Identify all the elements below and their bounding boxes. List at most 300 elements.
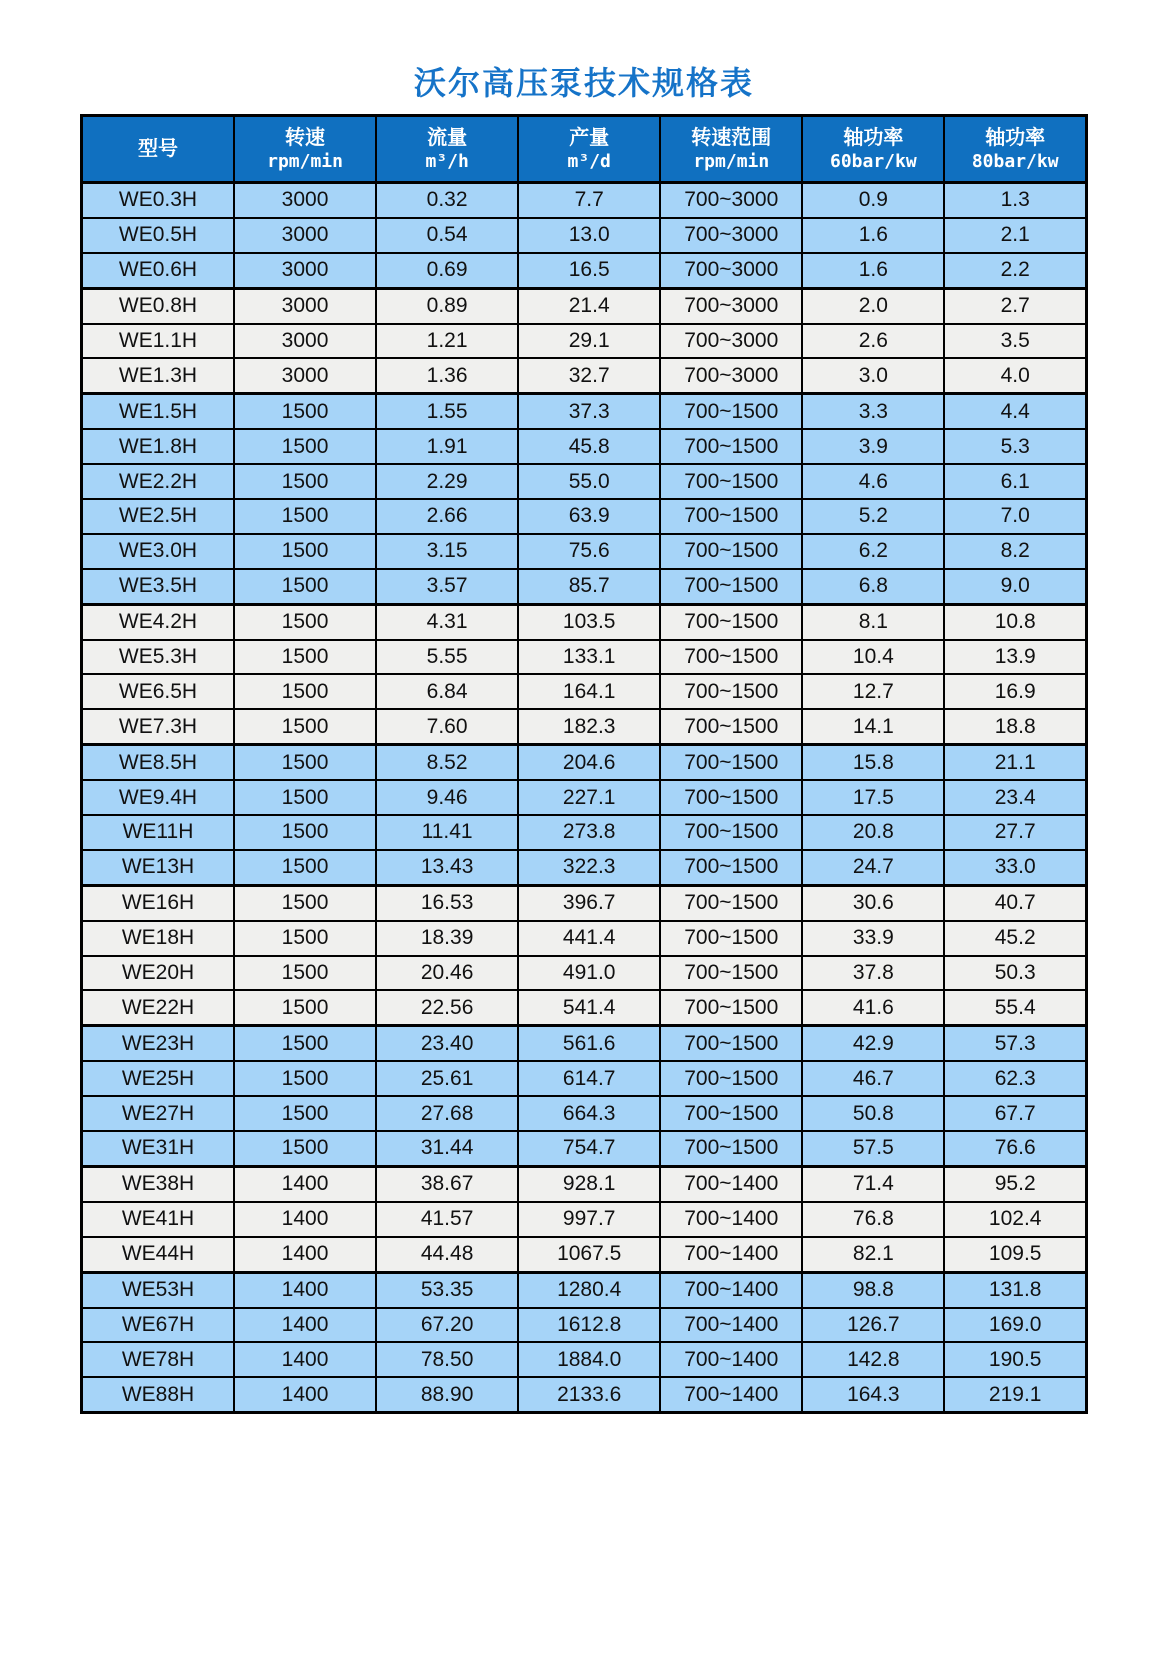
- cell-rpm: 3000: [234, 288, 376, 323]
- cell-p80: 7.0: [944, 499, 1086, 534]
- cell-model: WE88H: [82, 1377, 235, 1412]
- cell-output: 1612.8: [518, 1308, 660, 1343]
- cell-p80: 3.5: [944, 324, 1086, 359]
- cell-range: 700~3000: [660, 324, 802, 359]
- cell-model: WE6.5H: [82, 674, 235, 709]
- cell-model: WE38H: [82, 1166, 235, 1201]
- table-body: [82, 183, 1087, 1413]
- cell-output: 55.0: [518, 464, 660, 499]
- cell-output: 997.7: [518, 1202, 660, 1237]
- cell-p60: 3.0: [802, 358, 944, 393]
- table-row: [82, 1202, 1087, 1237]
- cell-p80: 2.7: [944, 288, 1086, 323]
- cell-flow: 18.39: [376, 921, 518, 956]
- cell-flow: 13.43: [376, 850, 518, 885]
- cell-model: WE2.5H: [82, 499, 235, 534]
- cell-output: 133.1: [518, 640, 660, 675]
- table-row: [82, 394, 1087, 429]
- cell-range: 700~1500: [660, 464, 802, 499]
- cell-p80: 6.1: [944, 464, 1086, 499]
- cell-rpm: 1400: [234, 1166, 376, 1201]
- cell-rpm: 1500: [234, 885, 376, 920]
- cell-rpm: 1500: [234, 640, 376, 675]
- column-title: 型号: [138, 138, 178, 160]
- cell-model: WE11H: [82, 815, 235, 850]
- cell-flow: 78.50: [376, 1342, 518, 1377]
- column-header: [802, 116, 944, 183]
- cell-range: 700~3000: [660, 288, 802, 323]
- cell-p80: 9.0: [944, 569, 1086, 604]
- column-header: [518, 116, 660, 183]
- cell-rpm: 1500: [234, 921, 376, 956]
- table-header: [82, 116, 1087, 183]
- cell-p80: 169.0: [944, 1308, 1086, 1343]
- cell-output: 63.9: [518, 499, 660, 534]
- cell-p60: 76.8: [802, 1202, 944, 1237]
- cell-output: 164.1: [518, 674, 660, 709]
- cell-rpm: 3000: [234, 358, 376, 393]
- column-unit: 60bar/kw: [830, 150, 917, 172]
- cell-rpm: 1400: [234, 1202, 376, 1237]
- cell-output: 13.0: [518, 218, 660, 253]
- cell-model: WE22H: [82, 990, 235, 1025]
- cell-range: 700~1500: [660, 1061, 802, 1096]
- cell-p60: 41.6: [802, 990, 944, 1025]
- cell-rpm: 1500: [234, 604, 376, 639]
- cell-model: WE1.8H: [82, 429, 235, 464]
- table-row: [82, 534, 1087, 569]
- column-title: 轴功率: [985, 126, 1046, 149]
- cell-flow: 11.41: [376, 815, 518, 850]
- cell-rpm: 1500: [234, 780, 376, 815]
- cell-model: WE9.4H: [82, 780, 235, 815]
- table-row: [82, 499, 1087, 534]
- table-row: [82, 1342, 1087, 1377]
- cell-range: 700~1500: [660, 990, 802, 1025]
- table-row: [82, 183, 1087, 218]
- column-unit: m³/d: [567, 150, 611, 172]
- cell-rpm: 1400: [234, 1272, 376, 1307]
- column-header: [234, 116, 376, 183]
- cell-range: 700~1400: [660, 1202, 802, 1237]
- cell-rpm: 1500: [234, 429, 376, 464]
- cell-rpm: 1500: [234, 569, 376, 604]
- cell-p80: 10.8: [944, 604, 1086, 639]
- cell-rpm: 1500: [234, 956, 376, 991]
- cell-p80: 219.1: [944, 1377, 1086, 1412]
- cell-output: 37.3: [518, 394, 660, 429]
- cell-flow: 1.21: [376, 324, 518, 359]
- cell-output: 227.1: [518, 780, 660, 815]
- table-row: [82, 780, 1087, 815]
- cell-range: 700~3000: [660, 358, 802, 393]
- cell-rpm: 1400: [234, 1342, 376, 1377]
- cell-p60: 30.6: [802, 885, 944, 920]
- spec-table: [80, 114, 1088, 1414]
- cell-model: WE3.0H: [82, 534, 235, 569]
- column-unit: rpm/min: [693, 150, 770, 172]
- table-row: [82, 1061, 1087, 1096]
- cell-model: WE78H: [82, 1342, 235, 1377]
- cell-p60: 14.1: [802, 709, 944, 744]
- cell-flow: 9.46: [376, 780, 518, 815]
- table-row: [82, 288, 1087, 323]
- cell-range: 700~1400: [660, 1308, 802, 1343]
- cell-p60: 126.7: [802, 1308, 944, 1343]
- cell-range: 700~1400: [660, 1272, 802, 1307]
- cell-p60: 17.5: [802, 780, 944, 815]
- table-row: [82, 815, 1087, 850]
- cell-p60: 50.8: [802, 1096, 944, 1131]
- cell-range: 700~1500: [660, 745, 802, 780]
- cell-p60: 2.0: [802, 288, 944, 323]
- cell-model: WE0.8H: [82, 288, 235, 323]
- cell-output: 182.3: [518, 709, 660, 744]
- table-row: [82, 921, 1087, 956]
- cell-rpm: 1400: [234, 1237, 376, 1272]
- cell-p60: 37.8: [802, 956, 944, 991]
- cell-model: WE1.5H: [82, 394, 235, 429]
- table-row: [82, 709, 1087, 744]
- cell-p60: 98.8: [802, 1272, 944, 1307]
- cell-rpm: 3000: [234, 218, 376, 253]
- table-row: [82, 218, 1087, 253]
- cell-model: WE0.6H: [82, 253, 235, 288]
- cell-p60: 57.5: [802, 1131, 944, 1166]
- cell-output: 561.6: [518, 1026, 660, 1061]
- cell-model: WE41H: [82, 1202, 235, 1237]
- cell-model: WE53H: [82, 1272, 235, 1307]
- cell-model: WE0.5H: [82, 218, 235, 253]
- cell-range: 700~1500: [660, 429, 802, 464]
- cell-model: WE23H: [82, 1026, 235, 1061]
- cell-range: 700~1400: [660, 1166, 802, 1201]
- table-row: [82, 569, 1087, 604]
- cell-range: 700~1500: [660, 921, 802, 956]
- cell-flow: 20.46: [376, 956, 518, 991]
- page-title: 沃尔高压泵技术规格表: [413, 65, 754, 101]
- cell-rpm: 3000: [234, 183, 376, 218]
- cell-p60: 164.3: [802, 1377, 944, 1412]
- cell-rpm: 1500: [234, 990, 376, 1025]
- cell-p80: 55.4: [944, 990, 1086, 1025]
- cell-output: 7.7: [518, 183, 660, 218]
- cell-flow: 31.44: [376, 1131, 518, 1166]
- cell-flow: 0.89: [376, 288, 518, 323]
- cell-flow: 8.52: [376, 745, 518, 780]
- cell-output: 75.6: [518, 534, 660, 569]
- cell-flow: 38.67: [376, 1166, 518, 1201]
- table-row: [82, 253, 1087, 288]
- cell-flow: 5.55: [376, 640, 518, 675]
- cell-flow: 53.35: [376, 1272, 518, 1307]
- cell-model: WE8.5H: [82, 745, 235, 780]
- cell-range: 700~1500: [660, 956, 802, 991]
- cell-rpm: 1500: [234, 534, 376, 569]
- cell-output: 322.3: [518, 850, 660, 885]
- cell-p80: 23.4: [944, 780, 1086, 815]
- table-row: [82, 1026, 1087, 1061]
- column-unit: 80bar/kw: [971, 150, 1059, 172]
- cell-output: 273.8: [518, 815, 660, 850]
- cell-p60: 6.2: [802, 534, 944, 569]
- cell-model: WE2.2H: [82, 464, 235, 499]
- cell-p60: 0.9: [802, 183, 944, 218]
- cell-p80: 57.3: [944, 1026, 1086, 1061]
- cell-p60: 3.3: [802, 394, 944, 429]
- cell-output: 541.4: [518, 990, 660, 1025]
- table-row: [82, 1096, 1087, 1131]
- table-row: [82, 358, 1087, 393]
- table-row: [82, 956, 1087, 991]
- cell-output: 204.6: [518, 745, 660, 780]
- cell-p60: 42.9: [802, 1026, 944, 1061]
- cell-p80: 50.3: [944, 956, 1086, 991]
- cell-output: 664.3: [518, 1096, 660, 1131]
- cell-p60: 20.8: [802, 815, 944, 850]
- table-row: [82, 674, 1087, 709]
- cell-p80: 45.2: [944, 921, 1086, 956]
- cell-p80: 131.8: [944, 1272, 1086, 1307]
- cell-p60: 82.1: [802, 1237, 944, 1272]
- cell-p60: 1.6: [802, 253, 944, 288]
- cell-rpm: 1500: [234, 1061, 376, 1096]
- cell-p80: 4.0: [944, 358, 1086, 393]
- cell-p80: 8.2: [944, 534, 1086, 569]
- cell-rpm: 1500: [234, 1096, 376, 1131]
- cell-p80: 21.1: [944, 745, 1086, 780]
- cell-rpm: 1500: [234, 745, 376, 780]
- column-title: 轴功率: [843, 126, 904, 149]
- table-row: [82, 745, 1087, 780]
- cell-model: WE5.3H: [82, 640, 235, 675]
- cell-range: 700~1500: [660, 569, 802, 604]
- cell-range: 700~1400: [660, 1342, 802, 1377]
- cell-output: 103.5: [518, 604, 660, 639]
- cell-output: 614.7: [518, 1061, 660, 1096]
- cell-rpm: 1500: [234, 850, 376, 885]
- header-row: [82, 116, 1087, 183]
- cell-flow: 25.61: [376, 1061, 518, 1096]
- cell-output: 1280.4: [518, 1272, 660, 1307]
- cell-model: WE13H: [82, 850, 235, 885]
- cell-rpm: 1500: [234, 815, 376, 850]
- cell-flow: 3.15: [376, 534, 518, 569]
- cell-model: WE7.3H: [82, 709, 235, 744]
- column-header: [376, 116, 518, 183]
- cell-rpm: 3000: [234, 324, 376, 359]
- cell-flow: 88.90: [376, 1377, 518, 1412]
- cell-range: 700~1500: [660, 674, 802, 709]
- cell-p60: 46.7: [802, 1061, 944, 1096]
- cell-p80: 5.3: [944, 429, 1086, 464]
- cell-model: WE1.3H: [82, 358, 235, 393]
- column-header: [944, 116, 1086, 183]
- cell-model: WE4.2H: [82, 604, 235, 639]
- table-row: [82, 640, 1087, 675]
- cell-range: 700~1500: [660, 885, 802, 920]
- column-unit: m³/h: [425, 150, 469, 172]
- cell-p60: 71.4: [802, 1166, 944, 1201]
- cell-p60: 2.6: [802, 324, 944, 359]
- cell-p80: 4.4: [944, 394, 1086, 429]
- cell-p80: 13.9: [944, 640, 1086, 675]
- cell-rpm: 3000: [234, 253, 376, 288]
- cell-p60: 12.7: [802, 674, 944, 709]
- cell-model: WE1.1H: [82, 324, 235, 359]
- table-row: [82, 850, 1087, 885]
- cell-p80: 2.1: [944, 218, 1086, 253]
- cell-output: 491.0: [518, 956, 660, 991]
- cell-flow: 2.29: [376, 464, 518, 499]
- cell-range: 700~1500: [660, 1096, 802, 1131]
- cell-range: 700~1500: [660, 1026, 802, 1061]
- cell-range: 700~1400: [660, 1377, 802, 1412]
- cell-p80: 27.7: [944, 815, 1086, 850]
- cell-model: WE67H: [82, 1308, 235, 1343]
- column-title: 产量: [569, 126, 610, 149]
- cell-range: 700~3000: [660, 253, 802, 288]
- column-unit: rpm/min: [267, 150, 343, 172]
- cell-flow: 2.66: [376, 499, 518, 534]
- table-row: [82, 324, 1087, 359]
- cell-p80: 190.5: [944, 1342, 1086, 1377]
- cell-p80: 102.4: [944, 1202, 1086, 1237]
- cell-range: 700~1500: [660, 499, 802, 534]
- cell-range: 700~3000: [660, 183, 802, 218]
- cell-range: 700~1500: [660, 640, 802, 675]
- cell-p80: 33.0: [944, 850, 1086, 885]
- cell-output: 32.7: [518, 358, 660, 393]
- cell-flow: 0.69: [376, 253, 518, 288]
- cell-model: WE3.5H: [82, 569, 235, 604]
- cell-p80: 40.7: [944, 885, 1086, 920]
- cell-p60: 1.6: [802, 218, 944, 253]
- column-title: 转速范围: [691, 126, 772, 149]
- cell-p60: 3.9: [802, 429, 944, 464]
- cell-rpm: 1500: [234, 1131, 376, 1166]
- cell-model: WE44H: [82, 1237, 235, 1272]
- table-row: [82, 604, 1087, 639]
- cell-output: 16.5: [518, 253, 660, 288]
- cell-rpm: 1500: [234, 1026, 376, 1061]
- cell-rpm: 1500: [234, 394, 376, 429]
- cell-p80: 18.8: [944, 709, 1086, 744]
- cell-model: WE31H: [82, 1131, 235, 1166]
- cell-range: 700~1500: [660, 534, 802, 569]
- cell-p60: 5.2: [802, 499, 944, 534]
- cell-flow: 4.31: [376, 604, 518, 639]
- cell-range: 700~1500: [660, 709, 802, 744]
- cell-p80: 1.3: [944, 183, 1086, 218]
- cell-output: 85.7: [518, 569, 660, 604]
- cell-p60: 142.8: [802, 1342, 944, 1377]
- cell-output: 441.4: [518, 921, 660, 956]
- cell-range: 700~1500: [660, 1131, 802, 1166]
- cell-flow: 23.40: [376, 1026, 518, 1061]
- cell-flow: 1.55: [376, 394, 518, 429]
- cell-range: 700~1500: [660, 394, 802, 429]
- cell-flow: 7.60: [376, 709, 518, 744]
- table-row: [82, 429, 1087, 464]
- cell-flow: 22.56: [376, 990, 518, 1025]
- table-row: [82, 464, 1087, 499]
- cell-p60: 8.1: [802, 604, 944, 639]
- cell-flow: 1.91: [376, 429, 518, 464]
- cell-range: 700~1500: [660, 815, 802, 850]
- cell-model: WE18H: [82, 921, 235, 956]
- cell-model: WE25H: [82, 1061, 235, 1096]
- column-title: 流量: [427, 126, 468, 149]
- cell-flow: 1.36: [376, 358, 518, 393]
- cell-flow: 0.54: [376, 218, 518, 253]
- cell-range: 700~3000: [660, 218, 802, 253]
- column-header: [660, 116, 802, 183]
- cell-model: WE0.3H: [82, 183, 235, 218]
- cell-flow: 3.57: [376, 569, 518, 604]
- cell-output: 1884.0: [518, 1342, 660, 1377]
- cell-model: WE20H: [82, 956, 235, 991]
- cell-output: 754.7: [518, 1131, 660, 1166]
- cell-output: 1067.5: [518, 1237, 660, 1272]
- cell-output: 21.4: [518, 288, 660, 323]
- cell-p60: 10.4: [802, 640, 944, 675]
- cell-range: 700~1500: [660, 780, 802, 815]
- table-row: [82, 1272, 1087, 1307]
- cell-p80: 2.2: [944, 253, 1086, 288]
- cell-rpm: 1500: [234, 499, 376, 534]
- cell-rpm: 1400: [234, 1308, 376, 1343]
- cell-p80: 76.6: [944, 1131, 1086, 1166]
- cell-p80: 109.5: [944, 1237, 1086, 1272]
- cell-p60: 24.7: [802, 850, 944, 885]
- cell-output: 29.1: [518, 324, 660, 359]
- cell-rpm: 1400: [234, 1377, 376, 1412]
- cell-flow: 6.84: [376, 674, 518, 709]
- cell-range: 700~1500: [660, 604, 802, 639]
- cell-range: 700~1400: [660, 1237, 802, 1272]
- cell-p80: 16.9: [944, 674, 1086, 709]
- cell-rpm: 1500: [234, 674, 376, 709]
- cell-p80: 95.2: [944, 1166, 1086, 1201]
- cell-output: 2133.6: [518, 1377, 660, 1412]
- cell-model: WE27H: [82, 1096, 235, 1131]
- cell-p80: 62.3: [944, 1061, 1086, 1096]
- cell-flow: 0.32: [376, 183, 518, 218]
- cell-model: WE16H: [82, 885, 235, 920]
- cell-output: 45.8: [518, 429, 660, 464]
- table-row: [82, 1237, 1087, 1272]
- table-row: [82, 990, 1087, 1025]
- column-header: [82, 116, 235, 183]
- table-row: [82, 1308, 1087, 1343]
- column-title: 转速: [285, 126, 326, 149]
- cell-flow: 41.57: [376, 1202, 518, 1237]
- table-row: [82, 1166, 1087, 1201]
- cell-p60: 15.8: [802, 745, 944, 780]
- cell-p60: 33.9: [802, 921, 944, 956]
- cell-p60: 4.6: [802, 464, 944, 499]
- cell-flow: 44.48: [376, 1237, 518, 1272]
- cell-p60: 6.8: [802, 569, 944, 604]
- cell-range: 700~1500: [660, 850, 802, 885]
- table-row: [82, 1377, 1087, 1412]
- table-row: [82, 1131, 1087, 1166]
- cell-output: 396.7: [518, 885, 660, 920]
- cell-flow: 27.68: [376, 1096, 518, 1131]
- cell-flow: 67.20: [376, 1308, 518, 1343]
- cell-flow: 16.53: [376, 885, 518, 920]
